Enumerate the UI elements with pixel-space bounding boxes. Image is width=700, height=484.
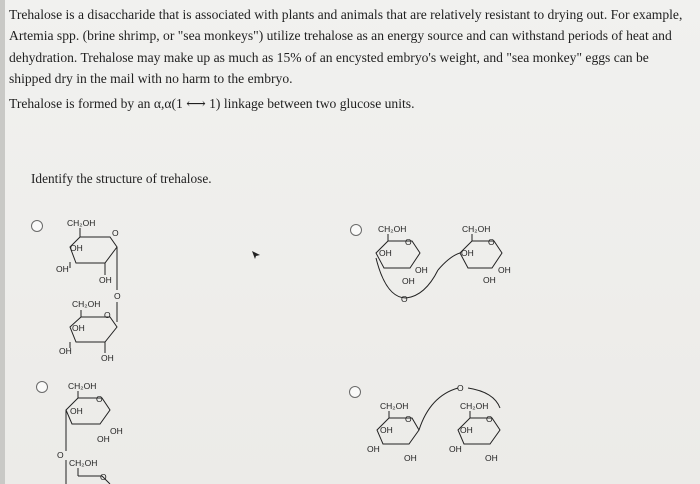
label-oh: OH — [59, 346, 72, 356]
label-oh: OH — [367, 444, 380, 454]
label-o: O — [488, 237, 495, 247]
option-a-structure[interactable] — [56, 218, 121, 363]
label-oh: OH — [404, 453, 417, 463]
label-o: O — [405, 237, 412, 247]
label-ch2oh: CH₂OH — [378, 224, 407, 234]
label-o: O — [405, 414, 412, 424]
label-oh: OH — [402, 276, 415, 286]
label-oh: OH — [70, 406, 83, 416]
label-oh: OH — [101, 353, 114, 363]
question-prompt: Identify the structure of trehalose. — [31, 171, 212, 186]
label-oh: OH — [99, 275, 112, 285]
label-oh: OH — [97, 434, 110, 444]
label-o: O — [96, 394, 103, 404]
label-o: O — [104, 310, 111, 320]
label-o: O — [486, 414, 493, 424]
label-ch2oh: CH₂OH — [68, 381, 97, 391]
label-ch2oh: CH₂OH — [69, 458, 98, 468]
passage-paragraph-2: Trehalose is formed by an α,α(1 ⟷ 1) linkage between two glucose units. — [9, 96, 415, 112]
label-oh: OH — [449, 444, 462, 454]
label-o: O — [100, 472, 107, 482]
label-ch2oh: CH₂OH — [460, 401, 489, 411]
label-oh: OH — [460, 425, 473, 435]
label-o: O — [114, 291, 121, 301]
option-d-structure[interactable] — [367, 383, 500, 463]
label-oh: OH — [461, 248, 474, 258]
label-oh: OH — [56, 264, 69, 274]
label-oh: OH — [498, 265, 511, 275]
label-o: O — [457, 383, 464, 393]
label-oh: OH — [483, 275, 496, 285]
label-o: O — [112, 228, 119, 238]
label-oh: OH — [485, 453, 498, 463]
label-ch2oh: CH₂OH — [380, 401, 409, 411]
label-ch2oh: CH₂OH — [67, 218, 96, 228]
label-o: O — [401, 294, 408, 304]
label-oh: OH — [379, 248, 392, 258]
label-o: O — [57, 450, 64, 460]
label-oh: OH — [110, 426, 123, 436]
passage-paragraph-1: Trehalose is a disaccharide that is associated with plants and animals that are relatively resistant to drying out. For example, Artemia spp. (brine shrimp, or "sea monkeys") utilize trehalose as an energy source and can withstand periods of heat and dehydration. Trehalose may make up as much as 15% of an encysted embryo's weight, and "sea monkey" eggs can be shipped dry in the mail with no harm to the embryo. — [9, 7, 683, 86]
option-b-structure[interactable] — [376, 224, 511, 304]
label-ch2oh: CH₂OH — [462, 224, 491, 234]
mouse-cursor-icon — [251, 250, 261, 260]
label-oh: OH — [415, 265, 428, 275]
label-oh: OH — [72, 323, 85, 333]
label-oh: OH — [70, 243, 83, 253]
option-c-structure[interactable] — [57, 381, 123, 484]
label-oh: OH — [380, 425, 393, 435]
label-ch2oh: CH₂OH — [72, 299, 101, 309]
